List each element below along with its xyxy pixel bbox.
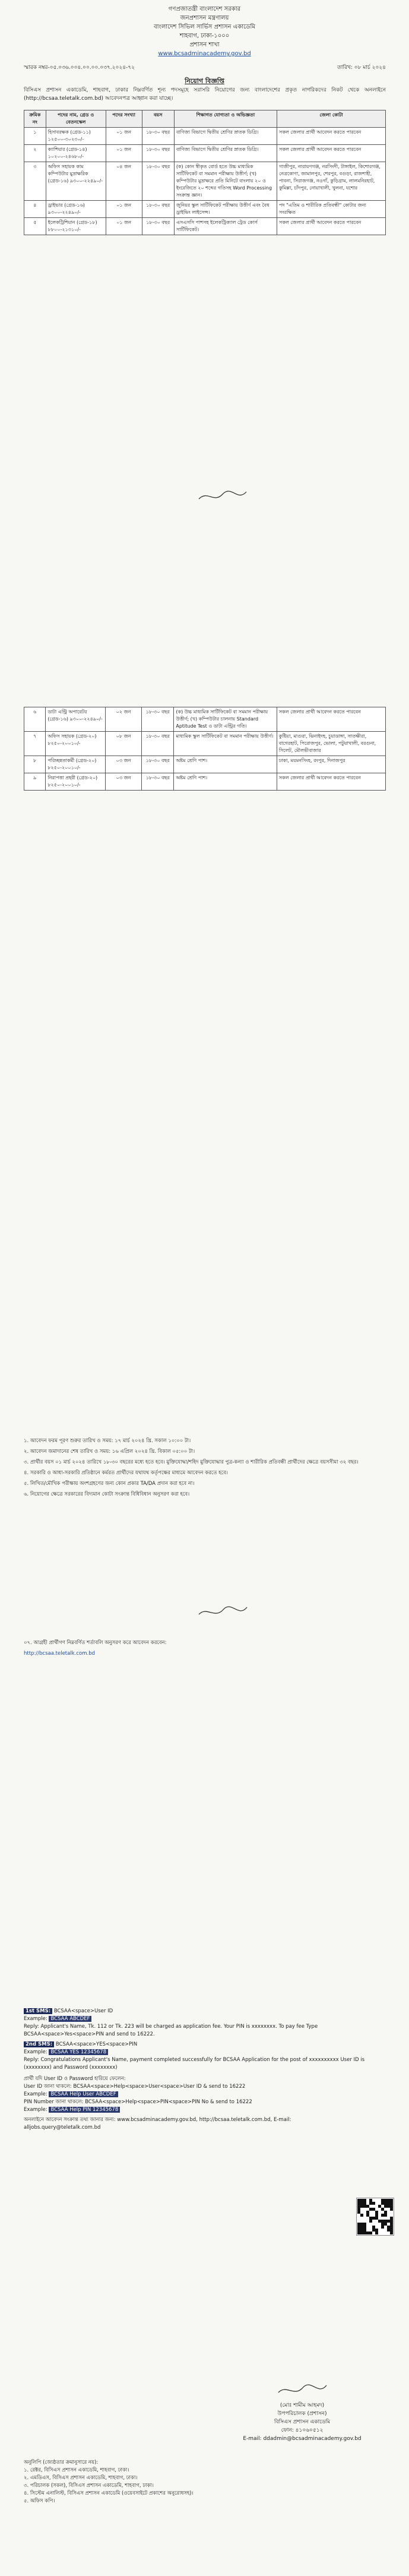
table-cell: (ক) কোন স্বীকৃত বোর্ড হতে উচ্চ মাধ্যমিক সার্টিফিকেট বা সমমান পরীক্ষায় উত্তীর্ণ; (খ) কম্পিউটার মুদ্রাক্ষরে প্রতি মিনিটে বাংলায় ২০ ও ইংরেজিতে ২০ শব্দের গতিসহ Word Processing সংক্রান্ত জ্ঞান। [174,162,277,201]
table-cell: ৭ [24,732,46,756]
table-row [24,707,386,732]
copy-item: ১. রেক্টর, বিসিএস প্রশাসন একাডেমি, শাহবাগ, ঢাকা। [24,2467,129,2473]
table-cell: সকল জেলার প্রার্থী আবেদন করতে পারবেন [277,145,386,162]
table-cell: গাজীপুর, নারায়ণগঞ্জ, নরসিংদী, টাঙ্গাইল, কিশোরগঞ্জ, নেত্রকোণা, জামালপুর, শেরপুর, বগুড়া, রাজশাহী, পাবনা, সিরাজগঞ্জ, নওগাঁ, কুড়িগ্রাম, লালমনিরহাট, কুমিল্লা, চাঁদপুর, নোয়াখালী, খুলনা, যশোর [277,162,386,201]
note-item: ৫. লিখিত/মৌখিক পরীক্ষায় অংশগ্রহণের জন্য কোন প্রকার TA/DA প্রদান করা হবে না। [24,1481,195,1487]
table-cell: এসএসসি পাশসহ ইলেকট্রিক্যাল ট্রেড কোর্স সার্টিফিকেট। [174,218,277,235]
contact-info: অনলাইনে আবেদন সংক্রান্ত তথ্য জানার জন্য: www.bcsadminacademy.gov.bd, http://bcsaa.teletalk.com.bd, E-mail: alljobs.query@teletalk.com.bd [24,2117,291,2131]
table-cell: ০২ জন [106,707,142,732]
reply1: Reply: Applicant's Name, Tk. 112 or Tk. 223 will be charged as application fee. Your PIN is xxxxxxxx. To pay fee Type BCSAA<space>Yes<space>PIN and send to 16222. [24,2024,318,2037]
table-row [24,128,386,145]
website-link[interactable]: www.bcsadminacademy.gov.bd [158,50,251,57]
table-cell: সকল জেলার প্রার্থী আবেদন করতে পারবেন [277,128,386,145]
posts-table-2 [24,707,386,791]
copy-item: ৫. অফিস কপি। [24,2498,55,2504]
table-cell: অষ্টম শ্রেণি পাশ। [174,773,277,791]
table-cell: পদ "এতিম ও শারীরিক প্রতিবন্ধী" কোটার জন্য সংরক্ষিত [277,201,386,218]
note-item: ৪. সরকারি ও আধা-সরকারি প্রতিষ্ঠানে কর্মরত প্রার্থীদের যথাযথ কর্তৃপক্ষের মাধ্যমে আবেদন করতে হবে। [24,1470,228,1476]
col-header: পদের সংখ্যা [106,110,142,128]
signature-scribble [275,2382,329,2398]
signatory-org: বিসিএস প্রশাসন একাডেমি [274,2419,331,2425]
table-row [24,145,386,162]
table-cell: অষ্টম শ্রেণি পাশ। [174,756,277,773]
table-cell: সকল জেলার প্রার্থী আবেদন করতে পারবেন [277,218,386,235]
notice-title: নিয়োগ বিজ্ঞপ্তি [185,77,224,85]
table-cell: ১৮-৩০ বছর [142,756,174,773]
signature-mark-2 [196,1604,249,1624]
table-cell: ডাটা এন্ট্রি অপারেটর (গ্রেড-১৬) ৯৩০০-২২৪৯০/- [46,707,106,732]
signatory-phone: ফোন: ৪১০৬০৫১২ [281,2428,324,2433]
lost-heading: প্রার্থী যদি User ID ও Password হারিয়ে ফেলেন: [24,2076,126,2082]
qr-code [356,2198,394,2236]
table-cell: পরিচ্ছন্নতাকর্মী (গ্রেড-২০) ৮২৫০-২০০১০/- [46,756,106,773]
col-header: শিক্ষাগত যোগ্যতা ও অভিজ্ঞতা [174,110,277,128]
notes-section [24,1437,386,1502]
table-cell: ১৮-৩০ বছর [142,162,174,201]
table-cell: ১৮-৩০ বছর [142,773,174,791]
note-item: ৩. প্রার্থীর বয়স ০১ মার্চ ২০২৪ তারিখে ১৮-৩০ বছরের মধ্যে হতে হবে। মুক্তিযোদ্ধা/শহিদ মুক্তিযোদ্ধার পুত্র-কন্যা ও শারীরিক প্রতিবন্ধী প্রার্থীদের ক্ষেত্রে বয়সসীমা ৩২ বছর। [24,1459,359,1465]
table-cell: ০৮ জন [106,732,142,756]
table-cell: হিসাবরক্ষক (গ্রেড-১১) ১২৫০০-৩০২৩০/- [46,128,106,145]
example2: BCSAA YES 12345678 [49,2049,108,2055]
table-cell: ০১ জন [106,201,142,218]
header-line: শাহবাগ, ঢাকা-১০০০ [179,33,230,39]
header-line: গণপ্রজাতন্ত্রী বাংলাদেশ সরকার [168,6,241,12]
header-line: প্রশাসন শাখা [189,42,220,48]
distribution-list [24,2459,386,2505]
posts-table-1 [24,110,386,235]
table-cell: ১৮-৩০ বছর [142,201,174,218]
table-cell: বাণিজ্য বিভাগে দ্বিতীয় শ্রেণির স্নাতক ডিগ্রি। [174,128,277,145]
table-row [24,218,386,235]
memo-line [24,63,386,72]
table-cell: কুষ্টিয়া, মাগুরা, ঝিনাইদহ, চুয়াডাঙ্গা, সাতক্ষীরা, বাগেরহাট, পিরোজপুর, ভোলা, পটুয়াখালী, বরগুনা, সিলেট, মৌলভীবাজার [277,732,385,756]
table-cell: ১ [24,128,46,145]
table-cell: ০৩ জন [106,756,142,773]
table-cell: ড্রাইভার (গ্রেড-১৬) ৯৩০০-২২৪৯০/- [46,201,106,218]
table-cell: ০৪ জন [106,162,142,201]
col-header: বয়স [142,110,174,128]
col-header: পদের নাম, গ্রেড ও বেতনস্কেল [46,110,106,128]
example1: BCSAA ABCDEF [49,2016,91,2022]
reply2: Reply: Congratulations Applicant's Name, payment completed successfully for BCSAA Application for the post of xxxxxxxxxx User ID is (xxxxxxxx) and Password (xxxxxxxx) [24,2057,365,2071]
note-item: ১. আবেদন ফরম পূরণ শুরুর তারিখ ও সময়: ১৭ মার্চ ২০২৪ খ্রি. সকাল ১০:০০ টা। [24,1438,191,1444]
table-cell: ৫ [24,218,46,235]
signatory-email: E-mail: ddadmin@bcsadminacademy.gov.bd [243,2436,362,2442]
table-cell: সকল জেলার প্রার্থী আবেদন করতে পারবেন [277,707,385,732]
table-cell: ০১ জন [106,218,142,235]
table-row [24,162,386,201]
table-cell: ০৩ জন [106,773,142,791]
copy-item: ৪. সিস্টেম এনালিস্ট, বিসিএস প্রশাসন একাডেমি (ওয়েবসাইটে প্রকাশের অনুরোধসহ)। [24,2490,194,2496]
table-cell: বাণিজ্য বিভাগে দ্বিতীয় শ্রেণির স্নাতক ডিগ্রি। [174,145,277,162]
second-sms-label: 2nd SMS: [24,2041,54,2047]
table-cell: অফিস সহায়ক (গ্রেড-২০) ৮২৫০-২০০১০/- [46,732,106,756]
footer-signature-block [243,2382,362,2443]
table-cell: ৮ [24,756,46,773]
copy-heading: অনুলিপি (জ্যেষ্ঠতার ক্রমানুসারে নয়): [24,2460,99,2466]
col-header: ক্রমিক নং [24,110,46,128]
header-line: বাংলাদেশ সিভিল সার্ভিস প্রশাসন একাডেমি [154,24,255,30]
first-sms: BCSAA<space>User ID [53,2008,113,2014]
table-row [24,756,386,773]
table-cell: ৪ [24,201,46,218]
table-cell: ২ [24,145,46,162]
apply-instructions [24,1639,386,1661]
table-cell: ৯ [24,773,46,791]
table-cell: জুনিয়র স্কুল সার্টিফিকেট পরীক্ষায় উত্তীর্ণ এবং বৈধ ড্রাইভিং লাইসেন্স। [174,201,277,218]
table-cell: ১৮-৩০ বছর [142,732,174,756]
table-row [24,773,386,791]
note-item: ২. আবেদন জমাদানের শেষ তারিখ ও সময়: ১৬ এপ্রিল ২০২৪ খ্রি. বিকাল ০৫:০০ টা। [24,1449,195,1455]
table-header-row [24,110,386,128]
col-header: জেলা কোটা [277,110,386,128]
table-cell: ইলেকট্রিশিয়ান (গ্রেড-১৮) ৮৮০০-২১৩১০/- [46,218,106,235]
example4: BCSAA Help PIN 12345678 [49,2107,120,2113]
first-sms-label: 1st SMS: [24,2008,52,2014]
notice-intro: বিসিএস প্রশাসন একাডেমি, শাহবাগ, ঢাকার নিম্নবর্ণিত শূন্য পদসমূহে সরাসরি নিয়োগের জন্য বাংলাদেশের প্রকৃত নাগরিকদের নিকট থেকে অনলাইনে (http://bcsaa.teletalk.com.bd) আবেদনপত্র আহ্বান করা যাচ্ছে। [24,87,386,102]
table-cell: নিরাপত্তা প্রহরী (গ্রেড-২০) ৮২৫০-২০০১০/- [46,773,106,791]
header-line: জনপ্রশাসন মন্ত্রণালয় [180,15,229,21]
sms-section: 1st SMS: BCSAA<space>User ID Example: BCSAA ABCDEF Reply: Applicant's Name, Tk. 112 or Tk. 223 will be charged as application fee. Your PIN is xxxxxxxx. To pay fee Type BCSAA<space>Yes<space>PIN and send to 16222. 2nd SMS: BCSAA<space>YES<space>PIN Example: BCSAA YES 12345678 Reply: Congratulations Applicant's Name, payment completed successfully for BCSAA Application for the post of xxxxxxxxxx User ID is (xxxxxxxx) and Password (xxxxxxxx) প্রার্থী যদি User ID ও Password হারিয়ে ফেলেন: User ID জানা থাকলে: BCSAA<space>Help<space>User<space>User ID & send to 16222 Example: BCSAA Help User ABCDEF PIN Number জানা থাকলে: BCSAA<space>Help<space>PIN<space>PIN No & send to 16222 Example: BCSAA Help PIN 12345678 অনলাইনে আবেদন সংক্রান্ত তথ্য জানার জন্য: www.bcsadminacademy.gov.bd, http://bcsaa.teletalk.com.bd, E-mail: alljobs.query@teletalk.com.bd [24,2008,386,2132]
pin-sms: BCSAA<space>Help<space>PIN<space>PIN No & send to 16222 [85,2099,252,2105]
apply-heading: ০৭. আগ্রহী প্রার্থীগণ নিম্নবর্ণিত শর্তাবলি অনুসরণ করে আবেদন করবেন: [24,1640,167,1646]
example3: BCSAA Help User ABCDEF [49,2091,118,2097]
note-item: ৬. নিয়োগের ক্ষেত্রে সরকারের বিদ্যমান কোটা সংক্রান্ত বিধিবিধান অনুসরণ করা হবে। [24,1491,190,1497]
government-header [0,5,409,58]
copy-item: ২. এমডিএস, বিসিএস প্রশাসন একাডেমি, শাহবাগ, ঢাকা। [24,2475,138,2481]
table-cell: ১৮-৩০ বছর [142,218,174,235]
table-row [24,201,386,218]
table-cell: ৩ [24,162,46,201]
table-cell: ১৮-৩০ বছর [142,707,174,732]
table-cell: অফিস সহায়ক কাম কম্পিউটার মুদ্রাক্ষরিক (গ্রেড-১৬) ৯৩০০-২২৪৯০/- [46,162,106,201]
table-row [24,732,386,756]
table-cell: ০১ জন [106,145,142,162]
signatory-designation: উপপরিচালক (প্রশাসন) [277,2411,327,2417]
second-sms: BCSAA<space>YES<space>PIN [55,2041,138,2047]
table-cell: (ক) উচ্চ মাধ্যমিক সার্টিফিকেট বা সমমান পরীক্ষায় উত্তীর্ণ; (খ) কম্পিউটার চালনায় Standard Aptitude Test ও ডাটা এন্ট্রির গতি। [174,707,277,732]
signatory-name: (মোঃ শামীম আহমদ) [280,2403,325,2409]
table-cell: ৬ [24,707,46,732]
apply-url[interactable]: http://bcsaa.teletalk.com.bd [24,1651,95,1657]
copy-item: ৩. পরিচালক (সকল), বিসিএস প্রশাসন একাডেমি, শাহবাগ, ঢাকা। [24,2483,154,2489]
table-cell: ১৮-৩০ বছর [142,128,174,145]
table-cell: মাধ্যমিক স্কুল সার্টিফিকেট বা সমমান পরীক্ষায় উত্তীর্ণ। [174,732,277,756]
memo-number: স্মারক নম্বর-০৫.০৩৬.০০৪.০০.০০.০৩৭.২০২৪-৭২ [24,65,135,71]
user-id-sms: BCSAA<space>Help<space>User<space>User ID & send to 16222 [73,2084,246,2090]
memo-date: তারিখ: ০৮ মার্চ ২০২৪ [337,65,386,71]
table-cell: ক্যাশিয়ার (গ্রেড-১৪) ১০২০০-২৪৬৮০/- [46,145,106,162]
table-cell: ঢাকা, ময়মনসিংহ, রংপুর, দিনাজপুর [277,756,385,773]
table-cell: সকল জেলার প্রার্থী আবেদন করতে পারবেন [277,773,385,791]
table-cell: ১৮-৩০ বছর [142,145,174,162]
table-cell: ০১ জন [106,128,142,145]
